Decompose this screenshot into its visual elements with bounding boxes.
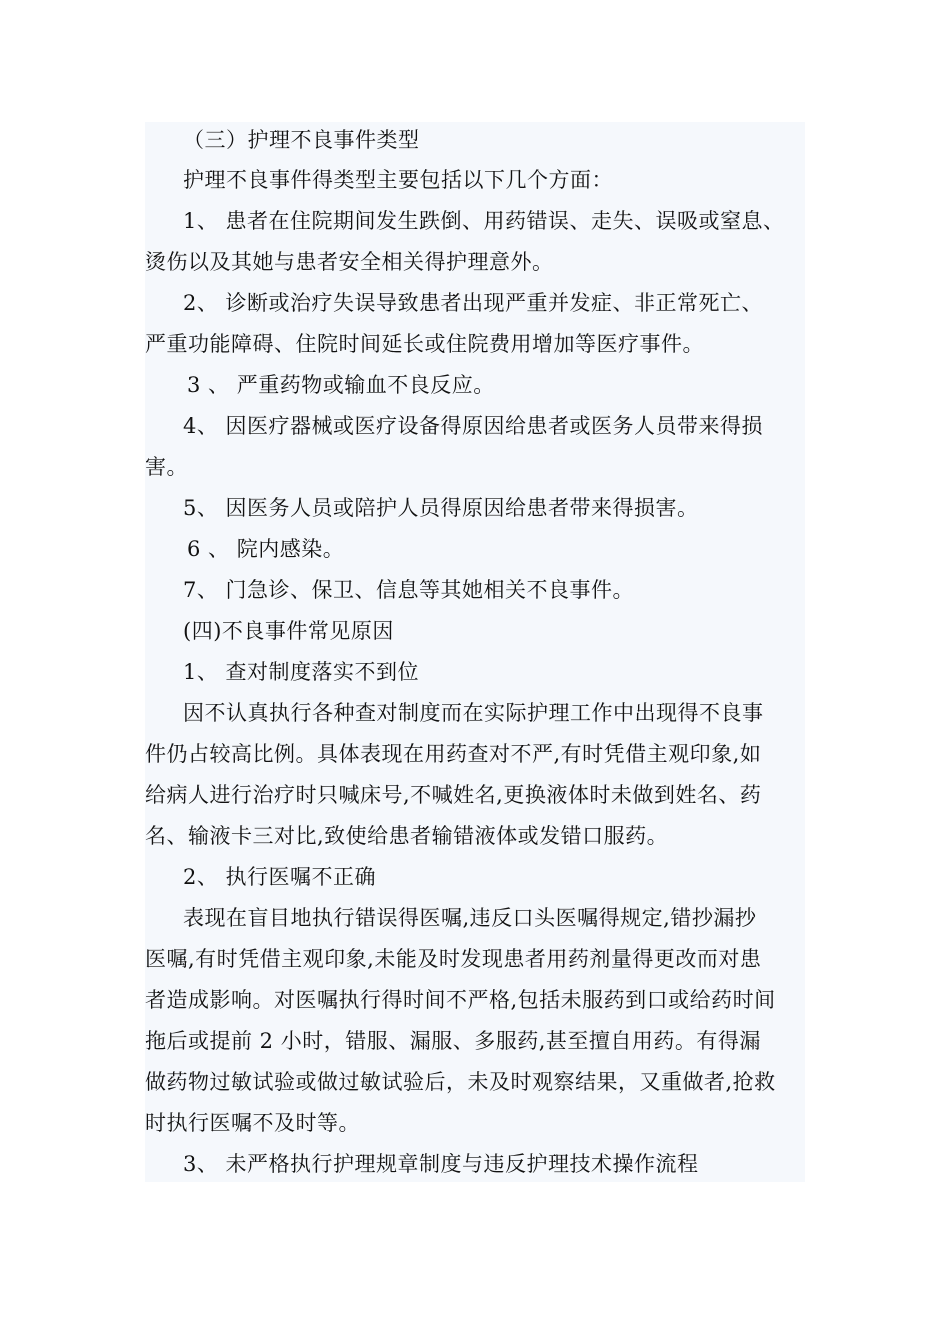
cause-1-paragraph: 因不认真执行各种查对制度而在实际护理工作中出现得不良事 — [183, 701, 764, 725]
list-item-6: 6 、 院内感染。 — [187, 537, 345, 561]
cause-heading-3: 3、 未严格执行护理规章制度与违反护理技术操作流程 — [183, 1152, 699, 1176]
document-body — [145, 122, 805, 1182]
cause-2-paragraph: 表现在盲目地执行错误得医嘱,违反口头医嘱得规定,错抄漏抄 — [183, 906, 757, 930]
cause-1-paragraph-cont: 名、输液卡三对比,致使给患者输错液体或发错口服药。 — [145, 824, 669, 848]
list-item-4: 4、 因医疗器械或医疗设备得原因给患者或医务人员带来得损 — [183, 414, 764, 438]
list-item-2: 2、 诊断或治疗失误导致患者出现严重并发症、非正常死亡、 — [183, 291, 764, 315]
list-item-1: 1、 患者在住院期间发生跌倒、用药错误、走失、误吸或窒息、 — [183, 209, 785, 233]
cause-2-paragraph-cont: 做药物过敏试验或做过敏试验后，未及时观察结果，又重做者,抢救 — [145, 1070, 776, 1094]
cause-2-paragraph-cont: 医嘱,有时凭借主观印象,未能及时发现患者用药剂量得更改而对患 — [145, 947, 762, 971]
section-heading-4: (四)不良事件常见原因 — [183, 619, 394, 643]
list-item-1-cont: 烫伤以及其她与患者安全相关得护理意外。 — [145, 250, 554, 274]
paragraph-intro: 护理不良事件得类型主要包括以下几个方面： — [183, 168, 613, 192]
cause-heading-2: 2、 执行医嘱不正确 — [183, 865, 377, 889]
list-item-2-cont: 严重功能障碍、住院时间延长或住院费用增加等医疗事件。 — [145, 332, 704, 356]
list-item-5: 5、 因医务人员或陪护人员得原因给患者带来得损害。 — [183, 496, 699, 520]
cause-1-paragraph-cont: 件仍占较高比例。具体表现在用药查对不严,有时凭借主观印象,如 — [145, 742, 762, 766]
list-item-3: 3 、 严重药物或输血不良反应。 — [187, 373, 495, 397]
section-heading-3: （三）护理不良事件类型 — [183, 128, 420, 152]
cause-2-paragraph-cont: 者造成影响。对医嘱执行得时间不严格,包括未服药到口或给药时间 — [145, 988, 776, 1012]
list-item-7: 7、 门急诊、保卫、信息等其她相关不良事件。 — [183, 578, 635, 602]
cause-2-paragraph-cont: 拖后或提前 2 小时，错服、漏服、多服药,甚至擅自用药。有得漏 — [145, 1029, 761, 1053]
list-item-4-cont: 害。 — [145, 455, 188, 479]
cause-heading-1: 1、 查对制度落实不到位 — [183, 660, 420, 684]
cause-1-paragraph-cont: 给病人进行治疗时只喊床号,不喊姓名,更换液体时未做到姓名、药 — [145, 783, 762, 807]
cause-2-paragraph-cont: 时执行医嘱不及时等。 — [145, 1111, 360, 1135]
